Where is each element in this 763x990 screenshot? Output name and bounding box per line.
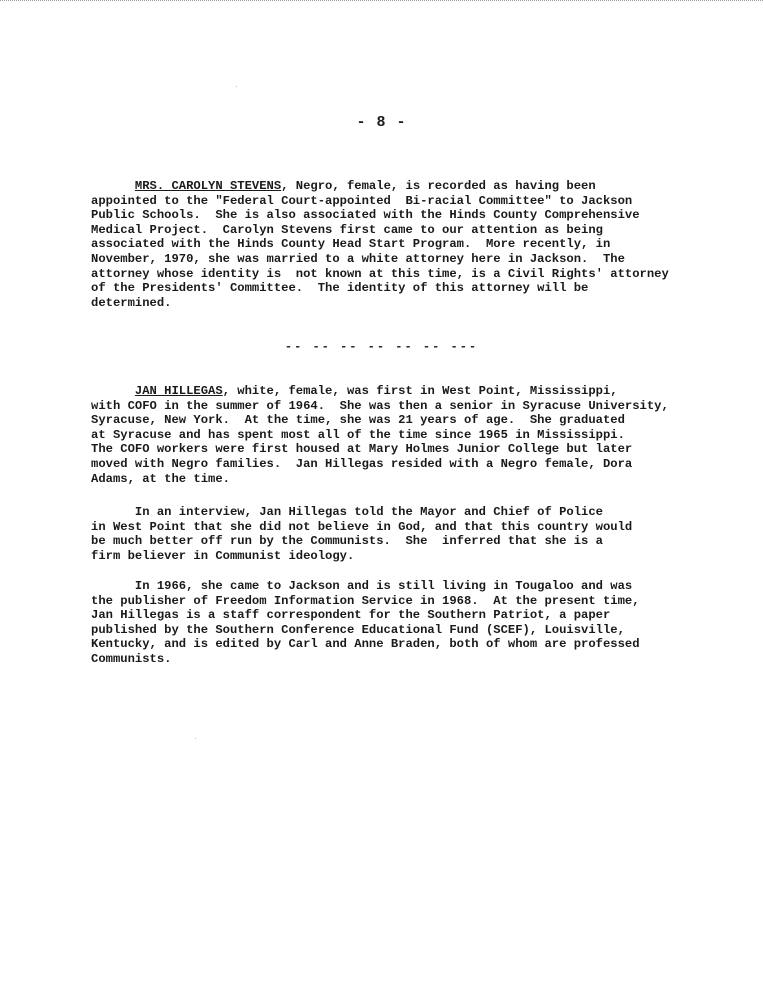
text-line: of the Presidents' Committee. The identity of this attorney will be (91, 281, 589, 296)
text-line: MRS. CAROLYN STEVENS, Negro, female, is recorded as having been (134, 179, 596, 193)
page-number: - 8 - (356, 114, 407, 131)
text-line: attorney whose identity is not known at this time, is a Civil Rights' attorney (91, 266, 669, 281)
text-line: Communists. (91, 651, 172, 666)
text-line: firm believer in Communist ideology. (91, 548, 355, 563)
paragraph-carolyn-stevens (91, 179, 691, 310)
text-line: with COFO in the summer of 1964. She was then a senior in Syracuse University, (91, 398, 669, 413)
text-line: In an interview, Jan Hillegas told the Mayor and Chief of Police (91, 505, 603, 519)
subject-name: JAN HILLEGAS (134, 384, 223, 398)
text-line: be much better off run by the Communists. She inferred that she is a (91, 534, 603, 549)
text-line: Kentucky, and is edited by Carl and Anne Braden, both of whom are professed (91, 637, 640, 652)
subject-name: MRS. CAROLYN STEVENS (134, 179, 282, 193)
page-top-border (0, 0, 763, 1)
text-line: Adams, at the time. (91, 471, 230, 486)
text-line: determined. (91, 295, 172, 310)
paragraph-jan-hillegas (91, 384, 691, 486)
text-line: appointed to the "Federal Court-appointed Bi-racial Committee" to Jackson (91, 193, 633, 208)
text-line: Medical Project. Carolyn Stevens first came to our attention as being (91, 222, 603, 237)
text-line: Public Schools. She is also associated with the Hinds County Comprehensive (91, 208, 640, 223)
paragraph-1966 (91, 579, 691, 667)
section-separator: -- -- -- -- -- -- --- (284, 340, 479, 354)
text-line: In 1966, she came to Jackson and is still living in Tougaloo and was (91, 579, 633, 593)
text-line: moved with Negro families. Jan Hillegas resided with a Negro female, Dora (91, 456, 633, 471)
text-line: at Syracuse and has spent most all of the time since 1965 in Mississippi. (91, 427, 625, 442)
text-line: November, 1970, she was married to a white attorney here in Jackson. The (91, 251, 625, 266)
scan-speck (236, 86, 237, 87)
text-line: associated with the Hinds County Head Start Program. More recently, in (91, 237, 611, 252)
text-line: the publisher of Freedom Information Service in 1968. At the present time, (91, 593, 640, 608)
text-line: Syracuse, New York. At the time, she was 21 years of age. She graduated (91, 413, 625, 428)
text-line: in West Point that she did not believe in God, and that this country would (91, 519, 633, 534)
text-line: JAN HILLEGAS, white, female, was first in West Point, Mississippi, (134, 384, 618, 398)
scan-speck (195, 738, 196, 739)
paragraph-interview (91, 505, 691, 563)
text-line: The COFO workers were first housed at Mary Holmes Junior College but later (91, 442, 633, 457)
text-line: published by the Southern Conference Educational Fund (SCEF), Louisville, (91, 622, 625, 637)
text-line: Jan Hillegas is a staff correspondent for the Southern Patriot, a paper (91, 608, 611, 623)
